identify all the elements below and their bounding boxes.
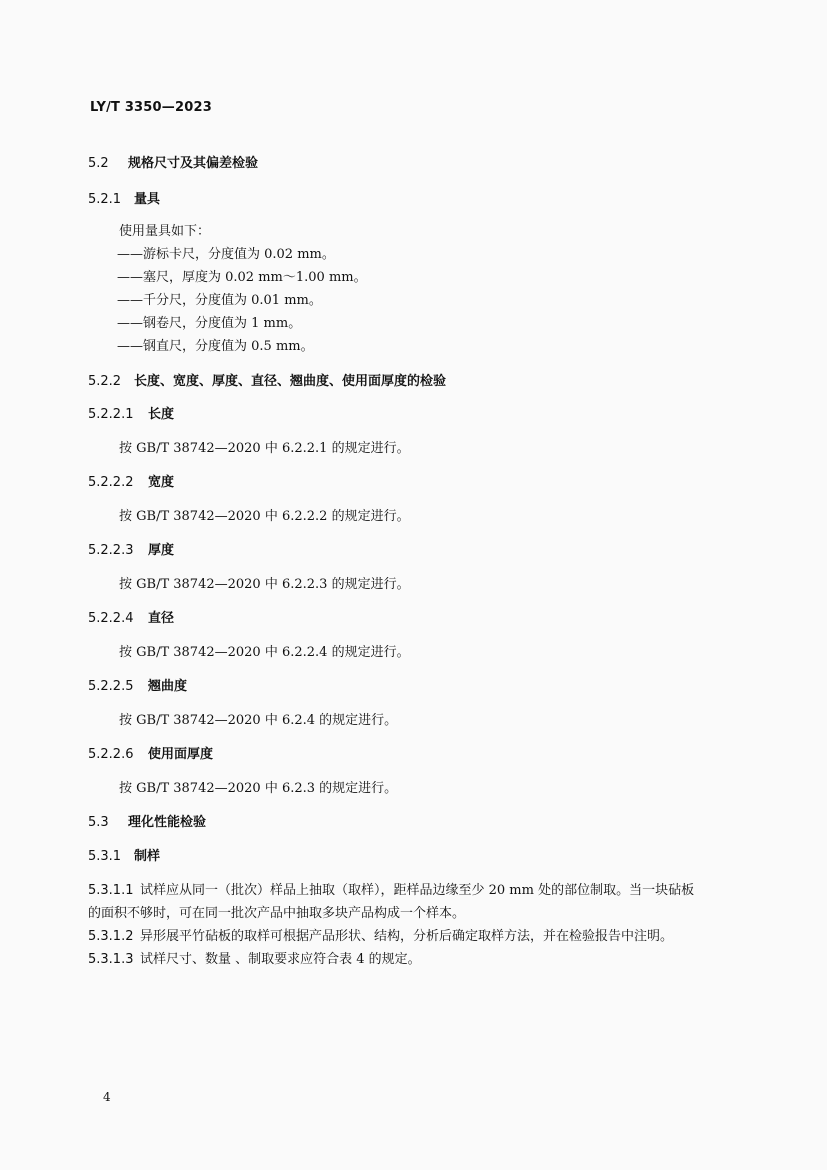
page-number: 4 — [103, 1090, 111, 1104]
section-number: 5.2.2.6 — [88, 747, 134, 762]
section-text: 试样尺寸、数量 、制取要求应符合表 4 的规定。 — [140, 952, 421, 967]
section-5-3-1-1 — [88, 879, 694, 898]
section-number: 5.2.2.3 — [88, 543, 134, 558]
section-title: 长度、宽度、厚度、直径、翘曲度、使用面厚度的检验 — [134, 374, 447, 389]
section-text: 按 GB/T 38742—2020 中 6.2.2.1 的规定进行。 — [119, 441, 410, 456]
section-title: 量具 — [134, 192, 161, 207]
section-5-2-2-4-heading — [88, 607, 174, 626]
instrument-item: ——塞尺，厚度为 0.02 mm～1.00 mm。 — [117, 270, 367, 285]
section-title: 理化性能检验 — [128, 815, 207, 830]
section-number: 5.2.2.1 — [88, 407, 134, 422]
section-number: 5.3.1.2 — [88, 929, 134, 944]
section-text-line2: 的面积不够时，可在同一批次产品中抽取多块产品构成一个样本。 — [88, 906, 466, 921]
section-number: 5.2.1 — [88, 192, 122, 207]
section-text-line1: 试样应从同一（批次）样品上抽取（取样），距样品边缘至少 20 mm 处的部位制取。当一块砧板 — [140, 883, 695, 898]
section-title: 宽度 — [148, 475, 175, 490]
section-number: 5.2.2 — [88, 374, 122, 389]
section-5-2-2-3-heading — [88, 539, 174, 558]
instrument-item: ——钢卷尺，分度值为 1 mm。 — [117, 316, 302, 331]
section-number: 5.2.2.4 — [88, 611, 134, 626]
section-5-2-2-heading — [88, 370, 446, 389]
section-5-2-2-2-heading — [88, 471, 174, 490]
section-5-2-1-heading — [88, 188, 160, 207]
section-number: 5.2 — [88, 156, 109, 171]
section-number: 5.3.1 — [88, 849, 122, 864]
section-number: 5.3 — [88, 815, 109, 830]
section-5-2-2-5-heading — [88, 675, 187, 694]
section-5-2-heading — [88, 152, 258, 171]
section-title: 直径 — [148, 611, 175, 626]
section-5-3-1-2 — [88, 925, 673, 944]
section-title: 长度 — [148, 407, 175, 422]
section-title: 使用面厚度 — [148, 747, 214, 762]
doc-code-header: LY/T 3350—2023 — [90, 100, 212, 115]
section-5-3-heading — [88, 811, 206, 830]
section-text: 按 GB/T 38742—2020 中 6.2.3 的规定进行。 — [119, 781, 398, 796]
section-text: 异形展平竹砧板的取样可根据产品形状、结构，分析后确定取样方法，并在检验报告中注明。 — [140, 929, 674, 944]
section-number: 5.2.2.2 — [88, 475, 134, 490]
section-number: 5.3.1.3 — [88, 952, 134, 967]
instrument-item: ——千分尺，分度值为 0.01 mm。 — [117, 293, 322, 308]
instruments-intro: 使用量具如下： — [119, 224, 211, 239]
section-text: 按 GB/T 38742—2020 中 6.2.2.3 的规定进行。 — [119, 577, 410, 592]
section-number: 5.3.1.1 — [88, 883, 134, 898]
section-title: 厚度 — [148, 543, 175, 558]
instrument-item: ——游标卡尺，分度值为 0.02 mm。 — [117, 247, 335, 262]
section-title: 翘曲度 — [148, 679, 188, 694]
section-5-2-2-6-heading — [88, 743, 213, 762]
section-5-3-1-3 — [88, 948, 421, 967]
section-number: 5.2.2.5 — [88, 679, 134, 694]
section-title: 制样 — [134, 849, 161, 864]
section-5-2-2-1-heading — [88, 403, 174, 422]
section-text: 按 GB/T 38742—2020 中 6.2.2.4 的规定进行。 — [119, 645, 410, 660]
instrument-item: ——钢直尺，分度值为 0.5 mm。 — [117, 339, 314, 354]
section-title: 规格尺寸及其偏差检验 — [128, 156, 259, 171]
section-5-3-1-heading — [88, 845, 160, 864]
section-text: 按 GB/T 38742—2020 中 6.2.4 的规定进行。 — [119, 713, 398, 728]
section-text: 按 GB/T 38742—2020 中 6.2.2.2 的规定进行。 — [119, 509, 410, 524]
